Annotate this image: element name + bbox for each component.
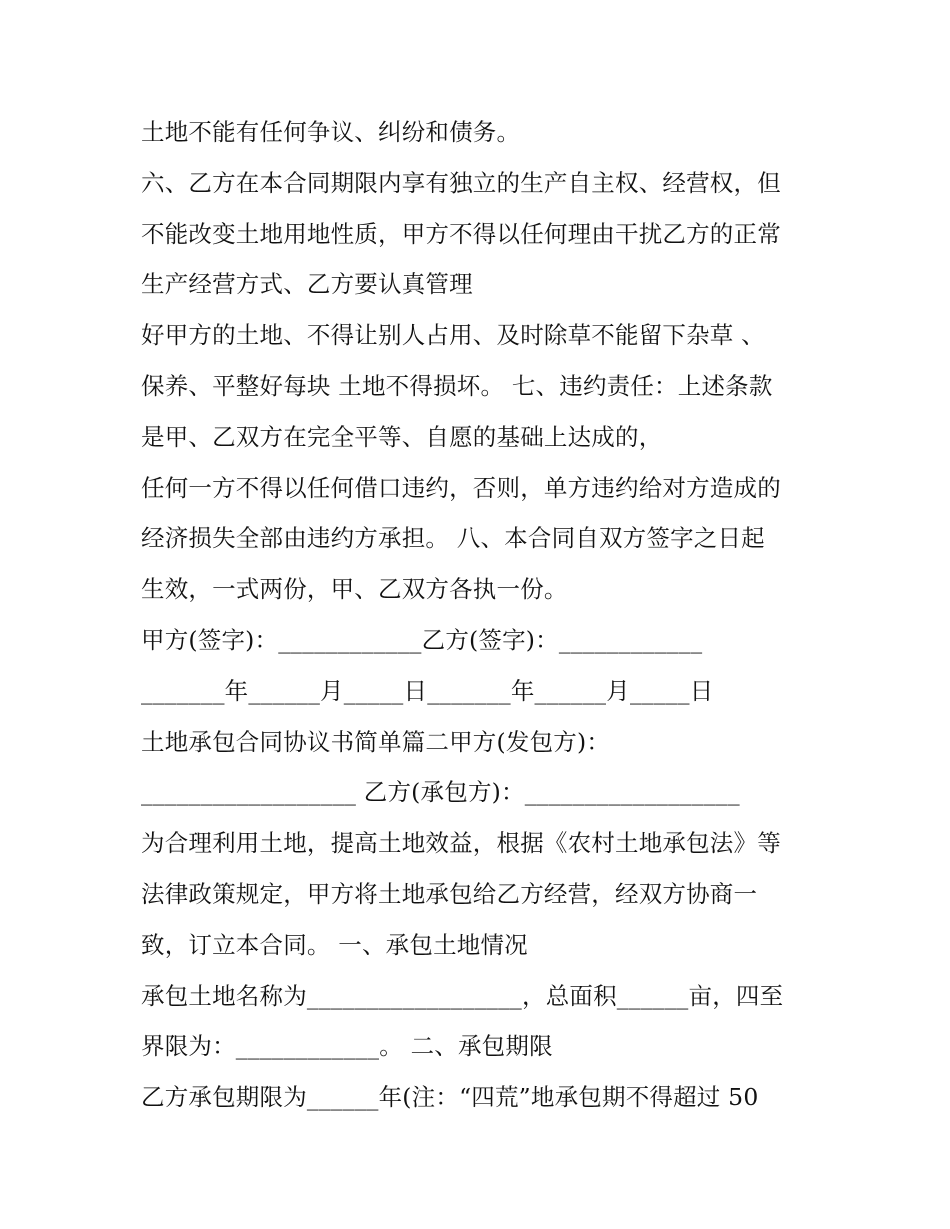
- text-line: 不能改变土地用地性质，甲方不得以任何理由干扰乙方的正常: [141, 219, 781, 248]
- text-line: 经济损失全部由违约方承担。 八、本合同自双方签字之日起: [141, 524, 765, 553]
- text-line: 好甲方的土地、不得让别人占用、及时除草不能留下杂草 、: [141, 321, 765, 350]
- text-line: 承包土地名称为__________________，总面积______亩，四至: [141, 981, 784, 1010]
- text-line: 为合理利用土地，提高土地效益，根据《农村土地承包法》等: [141, 829, 781, 858]
- text-line: 生效，一式两份，甲、乙双方各执一份。: [141, 575, 568, 604]
- text-line: 六、乙方在本合同期限内享有独立的生产自主权、经营权，但: [141, 168, 781, 197]
- text-line: 土地不能有任何争议、纠纷和债务。: [141, 118, 521, 146]
- text-line: 致，订立本合同。 一、承包土地情况: [141, 930, 528, 959]
- party-fill-line: __________________ 乙方(承包方)：__________________: [141, 778, 740, 807]
- text-line: 任何一方不得以任何借口违约，否则，单方违约给对方造成的: [141, 473, 781, 502]
- section-heading-line: 土地承包合同协议书简单篇二甲方(发包方)：: [141, 727, 611, 756]
- text-line: 法律政策规定，甲方将土地承包给乙方经营，经双方协商一: [141, 879, 758, 908]
- signature-line: 甲方(签字)：____________乙方(签字)：____________: [141, 625, 703, 654]
- text-line: 生产经营方式、乙方要认真管理: [141, 270, 473, 299]
- text-line: 保养、平整好每块 土地不得损坏。 七、违约责任：上述条款: [141, 371, 773, 400]
- contract-text-block: [141, 107, 831, 1123]
- text-line: 是甲、乙双方在完全平等、自愿的基础上达成的，: [141, 422, 663, 451]
- text-line: 乙方承包期限为______年(注：“四荒”地承包期不得超过 50: [141, 1083, 759, 1112]
- date-line: _______年______月_____日_______年______月_____日: [141, 676, 714, 705]
- text-line: 界限为：____________。 二、承包期限: [141, 1032, 553, 1061]
